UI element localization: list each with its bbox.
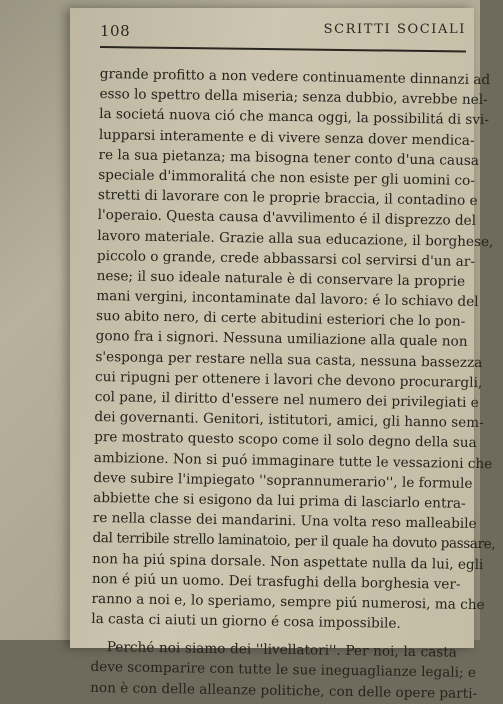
text-line: ambizione. Non si puó immaginare tutte le vessazioni che xyxy=(93,449,493,472)
text-line: la casta ci aiuti un giorno é cosa impossibile. xyxy=(91,610,401,632)
text-line: col pane, il diritto d'essere nel numero dei privilegiati e xyxy=(94,388,479,411)
text-line: non è con delle alleanze politiche, con delle opere parti- xyxy=(90,679,478,702)
text-line: piccolo o grande, crede abbassarsi col servirsi d'un ar- xyxy=(96,247,476,270)
page-header xyxy=(100,22,466,44)
text-line: dei governanti. Genitori, istitutori, amici, gli hanno sem- xyxy=(94,409,484,432)
text-line: nese; il suo ideale naturale è di conservare la proprie xyxy=(96,267,466,290)
text-line: grande profitto a non vedere continuamente dinnanzi ad xyxy=(99,65,491,89)
text-line: non ha piú spina dorsale. Non aspettate nulla da lui, egli xyxy=(92,550,484,573)
text-line: suo abito nero, di certe abitudini esteriori che lo pon- xyxy=(95,308,466,331)
running-title: SCRITTI SOCIALI xyxy=(323,22,466,37)
text-line: mani vergini, incontaminate dal lavoro: é lo schiavo del xyxy=(96,288,479,311)
text-line: s'esponga per restare nella sua casta, nessuna bassezza xyxy=(95,348,483,371)
text-line: la societá nuova ció che manca oggi, la possibilitá di svi- xyxy=(99,106,490,129)
text-line: deve scomparire con tutte le sue ineguaglianze legali; e xyxy=(90,659,477,682)
paragraph-2 xyxy=(90,637,478,703)
text-line: deve subire l'impiegato ''soprannumerario'', le formule xyxy=(93,469,473,492)
text-line: non é piú un uomo. Dei trasfughi della borghesia ver- xyxy=(91,570,461,593)
text-line: re la sua pietanza; ma bisogna tener conto d'una causa xyxy=(98,146,480,169)
text-line: lavoro materiale. Grazie alla sua educazione, il borghese, xyxy=(97,227,494,250)
text-line: esso lo spettro della miseria; senza dubbio, avrebbe nel- xyxy=(99,86,488,109)
header-rule xyxy=(100,46,466,52)
text-line: dal terribile strello laminatoio, per il quale ha dovuto passare, xyxy=(92,530,496,553)
text-line: ranno a noi e, lo speriamo, sempre piú numerosi, ma che xyxy=(91,590,485,613)
page-number: 108 xyxy=(100,22,131,40)
text-line: Perché noi siamo dei ''livellatori''. Per noi, la casta xyxy=(106,639,457,661)
text-line: pre mostrato questo scopo come il solo degno della sua xyxy=(94,429,477,452)
book-page xyxy=(70,8,496,702)
text-line: gono fra i signori. Nessuna umiliazione alla quale non xyxy=(95,328,468,351)
text-line: lupparsi interamente e di vivere senza dover mendica- xyxy=(98,126,475,149)
text-line: stretti di lavorare con le proprie braccia, il contadino e xyxy=(97,187,478,210)
paragraph-1 xyxy=(91,64,496,635)
text-line: l'operaio. Questa causa d'avvilimento é il disprezzo del xyxy=(97,207,477,230)
text-line: cui ripugni per ottenere i lavori che devono procurargli, xyxy=(94,368,483,391)
body-text xyxy=(90,64,496,703)
text-line: re nella classe dei mandarini. Una volta reso malleabile xyxy=(92,510,477,533)
text-line: abbiette che si esigono da lui prima di lasciarlo entra- xyxy=(93,489,466,512)
text-line: speciale d'immoralitá che non esiste per gli uomini co- xyxy=(98,166,475,189)
